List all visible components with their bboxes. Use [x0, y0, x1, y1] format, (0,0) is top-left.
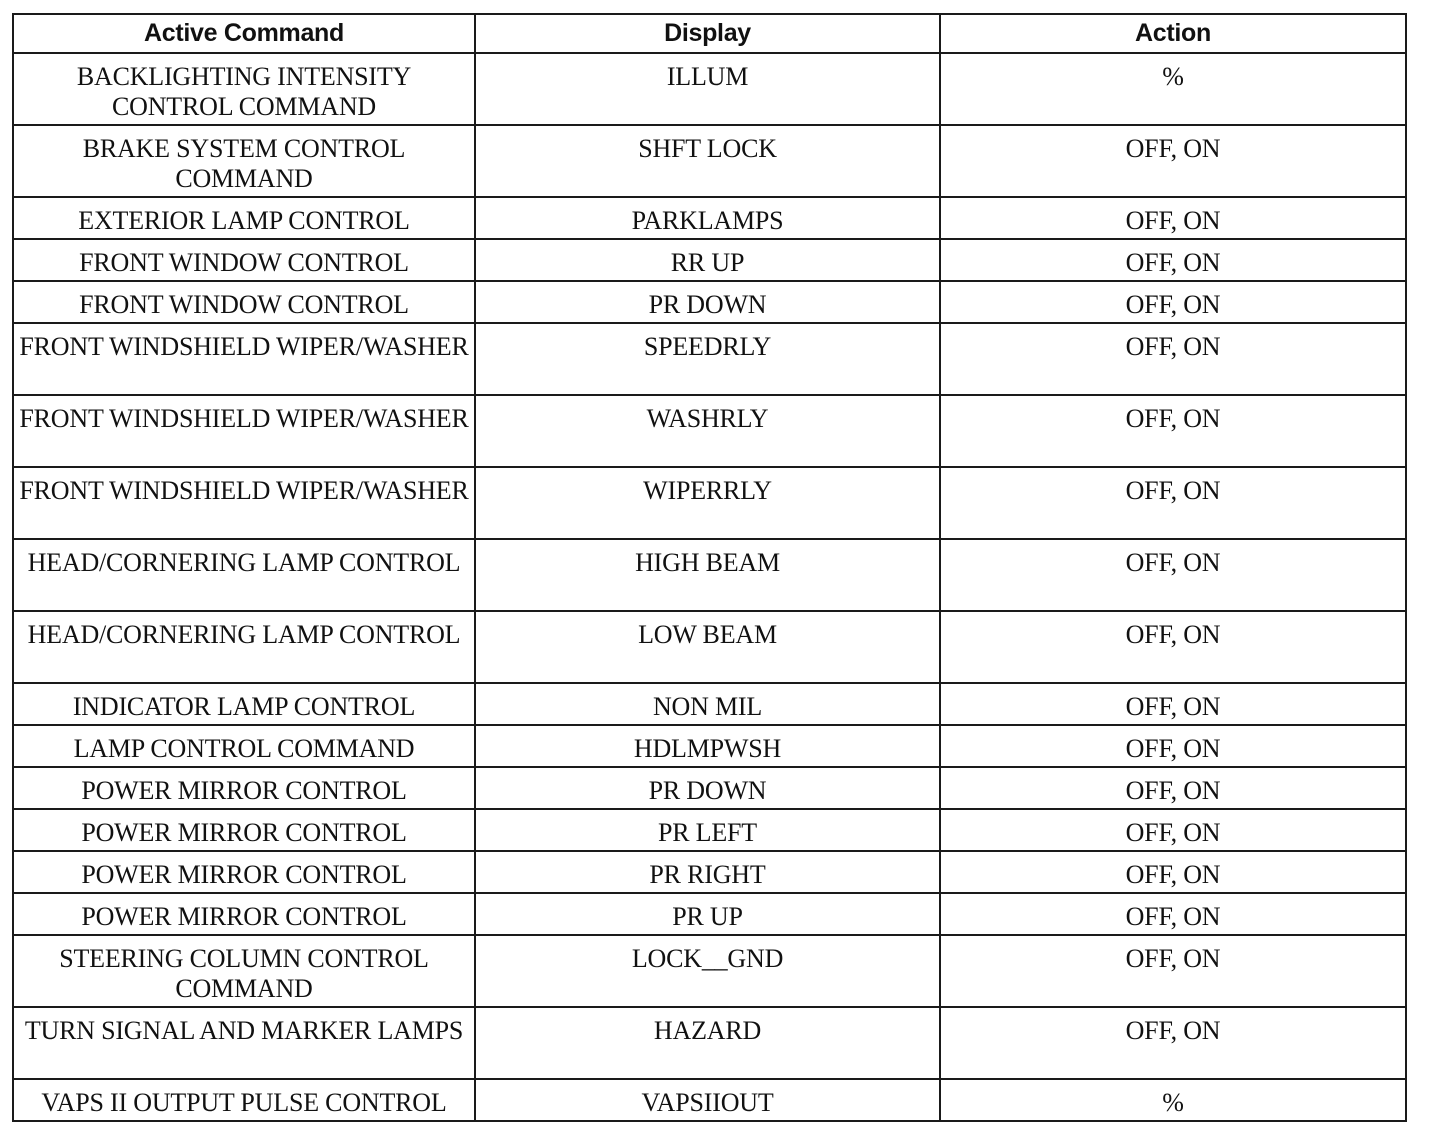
action-cell: OFF, ON — [940, 1007, 1406, 1079]
command-cell: INDICATOR LAMP CONTROL — [13, 683, 475, 725]
command-cell: LAMP CONTROL COMMAND — [13, 725, 475, 767]
command-cell: FRONT WINDSHIELD WIPER/WASHER — [13, 467, 475, 539]
table-row — [13, 683, 1406, 725]
header-action: Action — [940, 14, 1406, 53]
table-row — [13, 239, 1406, 281]
action-cell: OFF, ON — [940, 809, 1406, 851]
action-cell: OFF, ON — [940, 467, 1406, 539]
action-cell: OFF, ON — [940, 395, 1406, 467]
command-cell: FRONT WINDOW CONTROL — [13, 281, 475, 323]
header-active-command: Active Command — [13, 14, 475, 53]
table-row — [13, 851, 1406, 893]
table-row — [13, 125, 1406, 197]
action-cell: OFF, ON — [940, 725, 1406, 767]
command-cell: POWER MIRROR CONTROL — [13, 851, 475, 893]
active-command-table — [12, 13, 1407, 1122]
action-cell: % — [940, 53, 1406, 125]
action-cell: OFF, ON — [940, 197, 1406, 239]
display-cell: WASHRLY — [475, 395, 940, 467]
display-cell: SPEEDRLY — [475, 323, 940, 395]
table-row — [13, 539, 1406, 611]
display-cell: HIGH BEAM — [475, 539, 940, 611]
display-cell: NON MIL — [475, 683, 940, 725]
display-cell: WIPERRLY — [475, 467, 940, 539]
command-cell: VAPS II OUTPUT PULSE CONTROL — [13, 1079, 475, 1121]
display-cell: LOCK__GND — [475, 935, 940, 1007]
table-row — [13, 611, 1406, 683]
action-cell: OFF, ON — [940, 239, 1406, 281]
table-row — [13, 197, 1406, 239]
action-cell: OFF, ON — [940, 935, 1406, 1007]
table-row — [13, 1079, 1406, 1121]
display-cell: SHFT LOCK — [475, 125, 940, 197]
display-cell: VAPSIIOUT — [475, 1079, 940, 1121]
command-cell: HEAD/CORNERING LAMP CONTROL — [13, 611, 475, 683]
action-cell: OFF, ON — [940, 281, 1406, 323]
action-cell: OFF, ON — [940, 851, 1406, 893]
table-row — [13, 935, 1406, 1007]
action-cell: OFF, ON — [940, 683, 1406, 725]
display-cell: PARKLAMPS — [475, 197, 940, 239]
header-row — [13, 14, 1406, 53]
command-cell: STEERING COLUMN CONTROL COMMAND — [13, 935, 475, 1007]
table-row — [13, 395, 1406, 467]
table-row — [13, 53, 1406, 125]
action-cell: OFF, ON — [940, 767, 1406, 809]
table-row — [13, 767, 1406, 809]
display-cell: PR LEFT — [475, 809, 940, 851]
command-cell: FRONT WINDSHIELD WIPER/WASHER — [13, 323, 475, 395]
table-row — [13, 809, 1406, 851]
command-cell: BRAKE SYSTEM CONTROL COMMAND — [13, 125, 475, 197]
display-cell: ILLUM — [475, 53, 940, 125]
display-cell: HDLMPWSH — [475, 725, 940, 767]
table-row — [13, 323, 1406, 395]
table-row — [13, 467, 1406, 539]
command-cell: FRONT WINDSHIELD WIPER/WASHER — [13, 395, 475, 467]
display-cell: PR UP — [475, 893, 940, 935]
display-cell: HAZARD — [475, 1007, 940, 1079]
command-cell: HEAD/CORNERING LAMP CONTROL — [13, 539, 475, 611]
command-cell: POWER MIRROR CONTROL — [13, 809, 475, 851]
display-cell: RR UP — [475, 239, 940, 281]
command-cell: TURN SIGNAL AND MARKER LAMPS — [13, 1007, 475, 1079]
display-cell: PR RIGHT — [475, 851, 940, 893]
header-display: Display — [475, 14, 940, 53]
action-cell: % — [940, 1079, 1406, 1121]
action-cell: OFF, ON — [940, 125, 1406, 197]
command-cell: POWER MIRROR CONTROL — [13, 767, 475, 809]
command-cell: EXTERIOR LAMP CONTROL — [13, 197, 475, 239]
display-cell: PR DOWN — [475, 767, 940, 809]
command-cell: FRONT WINDOW CONTROL — [13, 239, 475, 281]
table-row — [13, 281, 1406, 323]
display-cell: PR DOWN — [475, 281, 940, 323]
action-cell: OFF, ON — [940, 323, 1406, 395]
display-cell: LOW BEAM — [475, 611, 940, 683]
action-cell: OFF, ON — [940, 893, 1406, 935]
command-cell: BACKLIGHTING INTENSITY CONTROL COMMAND — [13, 53, 475, 125]
command-cell: POWER MIRROR CONTROL — [13, 893, 475, 935]
table-row — [13, 1007, 1406, 1079]
table-row — [13, 893, 1406, 935]
table-row — [13, 725, 1406, 767]
action-cell: OFF, ON — [940, 611, 1406, 683]
action-cell: OFF, ON — [940, 539, 1406, 611]
